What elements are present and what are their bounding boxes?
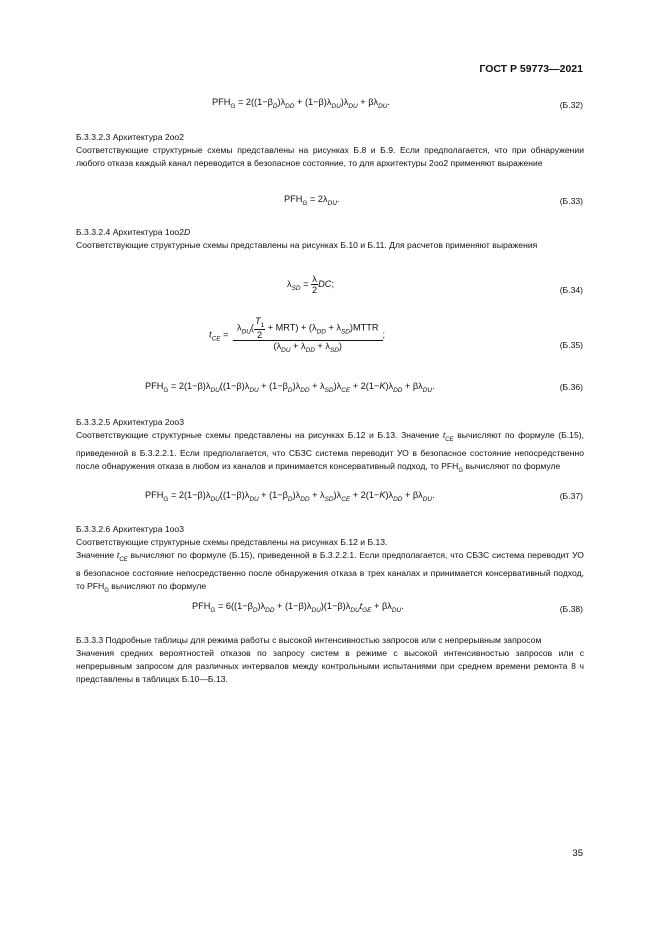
formula-b37: $PFH_G = 2(1-\beta)\lambda_{DU}((1-\beta)\lambda_{DU} + (1-\beta_D)\lambda_{DD} + \lambda_{SD})\lambda_{CE} + 2(1-K)\lambda_{DD} + \beta\lambda_{DU}$. <box>145 490 435 503</box>
eq-number-b38: (Б.38) <box>559 604 583 614</box>
section-1oo3-text2-a: Значение <box>76 550 117 560</box>
section-b333-title: Б.3.3.3 Подробные таблицы для режима работы с высокой интенсивностью запросов или с непрерывным запросом <box>76 635 542 645</box>
formula-b32: $PFH_G = 2((1-\beta_D)\lambda_{DD} + (1-\beta)\lambda_{DU})\lambda_{DU} + \beta\lambda_{DU}$. <box>212 97 390 110</box>
formula-b35: $t_{CE}$ = $\lambda_{DU}$( $\frac{T_1}{2}$ + $MRT) + (\lambda_{DD}$ + $\lambda_{SD})MTTR$ $(\lambda_{DU} + \lambda_{DD} + \lambda_{SD})$ ; <box>209 316 386 354</box>
section-b333-text: Значения средних вероятностей отказов по запросу систем в режиме с высокой интенсивностью запросов или с непрерывным запросом для различных интервалов между контрольными испытаниями при среднем времени ремонта 8 ч представлены в таблицах Б.10—Б.13. <box>76 648 584 684</box>
section-2oo2 <box>76 131 584 170</box>
formula-b34: $\lambda_{SD}$ = $\frac{\lambda}{2}$ DC; <box>287 274 334 295</box>
eq-number-b37: (Б.37) <box>559 491 583 501</box>
section-2oo3-text: Соответствующие структурные схемы представлены на рисунках Б.12 и Б.13. Значение $t_{CE}$ вычисляют по формуле (Б.15), приведенной в Б.3.2.2.1. Если предполагается, что СБЗС система переводит УО в безопасное состояние непосредственно после обнаружения отказа в любом из каналов и принимается консервативный подход, то $PFH_G$ вычисляют по формуле <box>76 430 584 474</box>
section-1oo2d-text: Соответствующие структурные схемы представлены на рисунках Б.10 и Б.11. Для расчетов применяют выражения <box>76 240 538 250</box>
section-1oo2d-title-d: D <box>183 227 191 237</box>
standard-header: ГОСТ Р 59773—2021 <box>479 63 583 75</box>
section-2oo3-text-b: вычисляют по формуле (Б.15), приведенной в Б.3.2.2.1. Если предполагается, что СБЗС система переводит УО в безопасное состояние непосредственно после обнаружения отказа в любом из каналов и принимается консервативный подход, то PFH <box>76 430 584 471</box>
section-2oo3-text-c: вычисляют по формуле <box>463 461 561 471</box>
section-1oo3-text2-c: вычисляют по формуле <box>108 581 207 591</box>
section-1oo3-text2: Значение $t_{CE}$ вычисляют по формуле (Б.15), приведенной в Б.3.2.2.1. Если предполагается, что СБЗС система переводит УО в безопасное состояние непосредственно после обнаружения отказа в трех каналах и принимается консервативный подход, то $PFH_G$ вычисляют по формуле <box>76 550 584 594</box>
formula-b36: $PFH_G = 2(1-\beta)\lambda_{DU}((1-\beta)\lambda_{DU} + (1-\beta_D)\lambda_{DD} + \lambda_{SD})\lambda_{CE} + 2(1-K)\lambda_{DD} + \beta\lambda_{DU}$. <box>145 381 435 394</box>
section-2oo3 <box>76 416 584 478</box>
eq-number-b32: (Б.32) <box>559 100 583 110</box>
section-1oo3-title: Б.3.3.2.6 Архитектура 1oo3 <box>76 524 184 534</box>
section-2oo3-text-a: Соответствующие структурные схемы представлены на рисунках Б.12 и Б.13. Значение <box>76 430 443 440</box>
section-2oo2-title: Б.3.3.2.3 Архитектура 2oo2 <box>76 132 184 142</box>
eq-number-b33: (Б.33) <box>559 196 583 206</box>
section-1oo3 <box>76 523 584 598</box>
formula-b38: $PFH_G = 6((1-\beta_D)\lambda_{DD} + (1-\beta)\lambda_{DU})(1-\beta)\lambda_{DU}t_{GE} + \beta\lambda_{DU}$. <box>192 601 404 614</box>
eq-number-b35: (Б.35) <box>559 340 583 350</box>
section-2oo3-title: Б.3.3.2.5 Архитектура 2oo3 <box>76 417 184 427</box>
page-number: 35 <box>572 848 583 859</box>
section-1oo3-text2-b: вычисляют по формуле (Б.15), приведенной в Б.3.2.2.1. Если предполагается, что СБЗС система переводит УО в безопасное состояние непосредственно после обнаружения отказа в трех каналах и принимается консервативный подход, то PFH <box>76 550 584 591</box>
formula-b33: $PFH_G = 2\lambda_{DU}$. <box>284 194 340 207</box>
section-1oo3-text1: Соответствующие структурные схемы представлены на рисунках Б.12 и Б.13. <box>76 537 388 547</box>
section-1oo2d-title-text: Б.3.3.2.4 Архитектура 1oo2 <box>76 227 184 237</box>
section-1oo2d <box>76 226 584 252</box>
eq-number-b34: (Б.34) <box>559 285 583 295</box>
eq-number-b36: (Б.36) <box>559 382 583 392</box>
section-2oo2-text: Соответствующие структурные схемы представлены на рисунках Б.8 и Б.9. Если предполагается, что при обнаружении любого отказа каждый канал переводится в безопасное состояние, то для архитектуры 2oo2 применяют выражение <box>76 145 584 168</box>
section-b333 <box>76 634 584 686</box>
section-1oo2d-title <box>76 226 584 239</box>
